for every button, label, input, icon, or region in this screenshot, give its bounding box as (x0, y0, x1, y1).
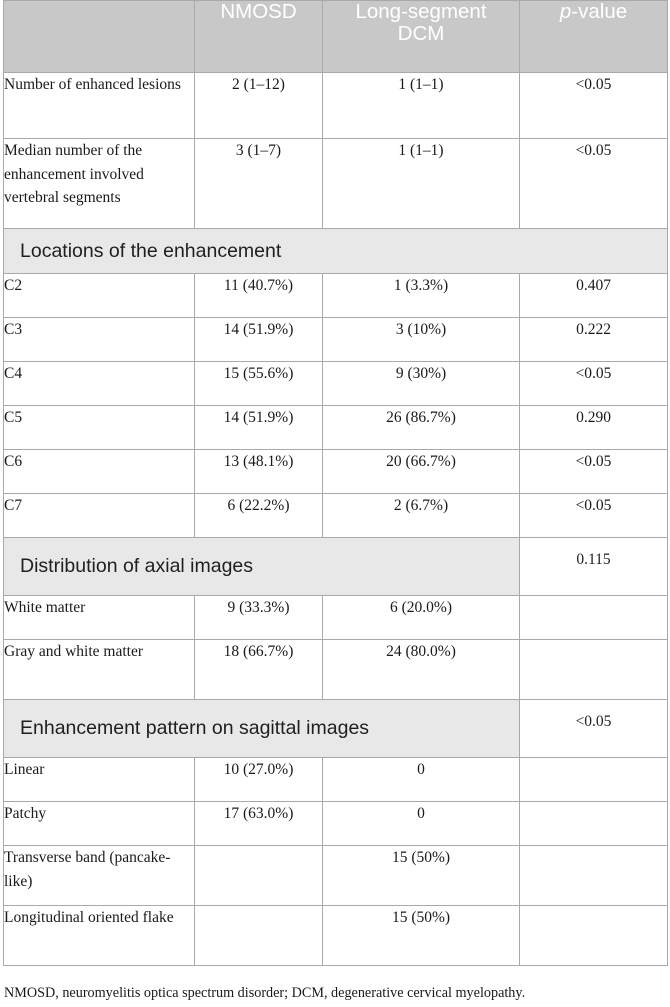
table-row (4, 274, 668, 318)
row-label: C4 (4, 362, 195, 406)
p-value (520, 802, 668, 846)
p-value: 0.222 (520, 318, 668, 362)
nmosd-value: 10 (27.0%) (195, 758, 323, 802)
table-row (4, 640, 668, 700)
dcm-value: 24 (80.0%) (323, 640, 520, 700)
dcm-value: 9 (30%) (323, 362, 520, 406)
header-p-value (520, 1, 668, 73)
p-value: 0.407 (520, 274, 668, 318)
nmosd-value: 18 (66.7%) (195, 640, 323, 700)
nmosd-value: 15 (55.6%) (195, 362, 323, 406)
header-row (4, 1, 668, 73)
p-value: <0.05 (520, 73, 668, 139)
header-empty-cell (4, 1, 195, 73)
row-label: C2 (4, 274, 195, 318)
row-label: Median number of the enhancement involved vertebral segments (4, 139, 195, 229)
dcm-value: 0 (323, 802, 520, 846)
header-dcm-line1: Long-segment (355, 0, 487, 23)
table-row (4, 139, 668, 229)
table-row (4, 450, 668, 494)
nmosd-value: 17 (63.0%) (195, 802, 323, 846)
row-label: Linear (4, 758, 195, 802)
nmosd-value: 14 (51.9%) (195, 406, 323, 450)
dcm-value: 2 (6.7%) (323, 494, 520, 538)
p-value: <0.05 (520, 139, 668, 229)
dcm-value: 26 (86.7%) (323, 406, 520, 450)
table-row (4, 406, 668, 450)
header-p-rest: -value (571, 0, 628, 23)
row-label: Longitudinal oriented flake (4, 906, 195, 966)
p-value (520, 758, 668, 802)
table-row (4, 73, 668, 139)
table-row (4, 596, 668, 640)
row-label: White matter (4, 596, 195, 640)
nmosd-value: 11 (40.7%) (195, 274, 323, 318)
header-nmosd: NMOSD (195, 1, 323, 73)
section-header-locations (4, 229, 668, 274)
row-label: C7 (4, 494, 195, 538)
dcm-value: 1 (1–1) (323, 73, 520, 139)
table-row (4, 802, 668, 846)
p-value (520, 906, 668, 966)
dcm-value: 1 (3.3%) (323, 274, 520, 318)
dcm-value: 6 (20.0%) (323, 596, 520, 640)
table-row (4, 362, 668, 406)
row-label: C5 (4, 406, 195, 450)
row-label: Gray and white matter (4, 640, 195, 700)
section-title: Locations of the enhancement (4, 229, 668, 274)
header-dcm-line2: DCM (397, 22, 445, 45)
nmosd-value: 13 (48.1%) (195, 450, 323, 494)
nmosd-value: 9 (33.3%) (195, 596, 323, 640)
p-value: 0.290 (520, 406, 668, 450)
row-label: Number of enhanced lesions (4, 73, 195, 139)
section-title: Enhancement pattern on sagittal images (4, 700, 520, 758)
table-row (4, 318, 668, 362)
dcm-value: 15 (50%) (323, 906, 520, 966)
p-value (520, 640, 668, 700)
nmosd-value (195, 846, 323, 906)
p-value (520, 846, 668, 906)
section-p-value: <0.05 (520, 700, 668, 758)
nmosd-value: 14 (51.9%) (195, 318, 323, 362)
table-row (4, 846, 668, 906)
nmosd-value: 3 (1–7) (195, 139, 323, 229)
p-value: <0.05 (520, 450, 668, 494)
table-footnote: NMOSD, neuromyelitis optica spectrum disorder; DCM, degenerative cervical myelopathy. (4, 985, 526, 1001)
p-value: <0.05 (520, 362, 668, 406)
dcm-value: 1 (1–1) (323, 139, 520, 229)
nmosd-value: 6 (22.2%) (195, 494, 323, 538)
results-table (3, 0, 668, 966)
table-row (4, 494, 668, 538)
row-label: C6 (4, 450, 195, 494)
nmosd-value: 2 (1–12) (195, 73, 323, 139)
dcm-value: 3 (10%) (323, 318, 520, 362)
row-label: Transverse band (pancake-like) (4, 846, 195, 906)
p-value: <0.05 (520, 494, 668, 538)
section-header-sagittal (4, 700, 668, 758)
dcm-value: 0 (323, 758, 520, 802)
table-row (4, 758, 668, 802)
row-label: Patchy (4, 802, 195, 846)
table-row (4, 906, 668, 966)
dcm-value: 15 (50%) (323, 846, 520, 906)
header-p-italic: p (559, 0, 572, 23)
header-dcm (323, 1, 520, 73)
section-p-value: 0.115 (520, 538, 668, 596)
section-header-axial (4, 538, 668, 596)
nmosd-value (195, 906, 323, 966)
row-label: C3 (4, 318, 195, 362)
section-title: Distribution of axial images (4, 538, 520, 596)
dcm-value: 20 (66.7%) (323, 450, 520, 494)
p-value (520, 596, 668, 640)
